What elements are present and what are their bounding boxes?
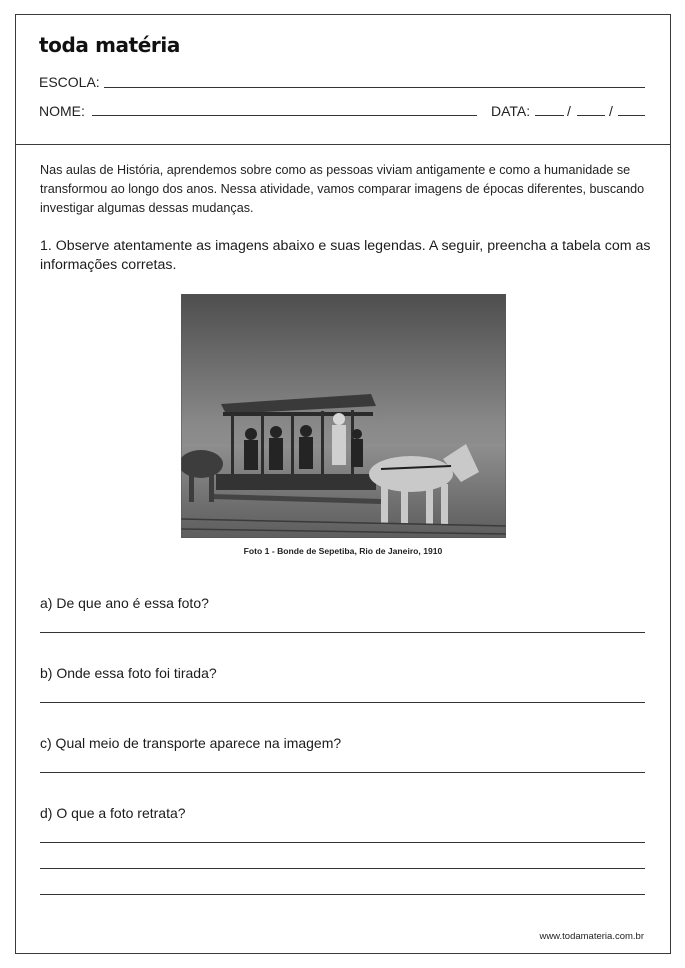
date-separator: / xyxy=(567,103,571,119)
name-field[interactable] xyxy=(92,115,477,116)
date-day-field[interactable] xyxy=(535,115,564,116)
question-d-label: d) O que a foto retrata? xyxy=(40,805,186,821)
answer-b-line[interactable] xyxy=(40,702,645,703)
historic-photo xyxy=(181,294,506,538)
date-month-field[interactable] xyxy=(577,115,605,116)
header-divider xyxy=(16,144,670,145)
school-label: ESCOLA: xyxy=(39,74,100,90)
worksheet-frame xyxy=(15,14,671,954)
answer-d-line-1[interactable] xyxy=(40,842,645,843)
question-1-prompt: 1. Observe atentamente as imagens abaixo e suas legendas. A seguir, preencha a tabela com as informações corretas. xyxy=(40,238,651,273)
answer-d-line-2[interactable] xyxy=(40,868,645,869)
question-c-label: c) Qual meio de transporte aparece na imagem? xyxy=(40,735,342,751)
brand-logo: toda matéria xyxy=(39,33,180,57)
answer-c-line[interactable] xyxy=(40,772,645,773)
date-label: DATA: xyxy=(491,103,531,119)
question-b-label: b) Onde essa foto foi tirada? xyxy=(40,665,217,681)
footer-url: www.todamateria.com.br xyxy=(539,931,644,942)
answer-a-line[interactable] xyxy=(40,632,645,633)
question-a-label: a) De que ano é essa foto? xyxy=(40,595,209,611)
tram-photo-illustration xyxy=(181,294,506,538)
answer-d-line-3[interactable] xyxy=(40,894,645,895)
photo-caption: Foto 1 - Bonde de Sepetiba, Rio de Janeiro, 1910 xyxy=(243,546,443,556)
date-separator: / xyxy=(609,103,613,119)
school-field[interactable] xyxy=(104,87,645,88)
intro-paragraph: Nas aulas de História, aprendemos sobre como as pessoas viviam antigamente e como a humanidade se transformou ao longo dos anos. Nessa atividade, vamos comparar imagens de épocas diferentes, buscando investigar algumas dessas mudanças. xyxy=(40,163,645,215)
date-year-field[interactable] xyxy=(618,115,645,116)
name-label: NOME: xyxy=(39,103,85,119)
